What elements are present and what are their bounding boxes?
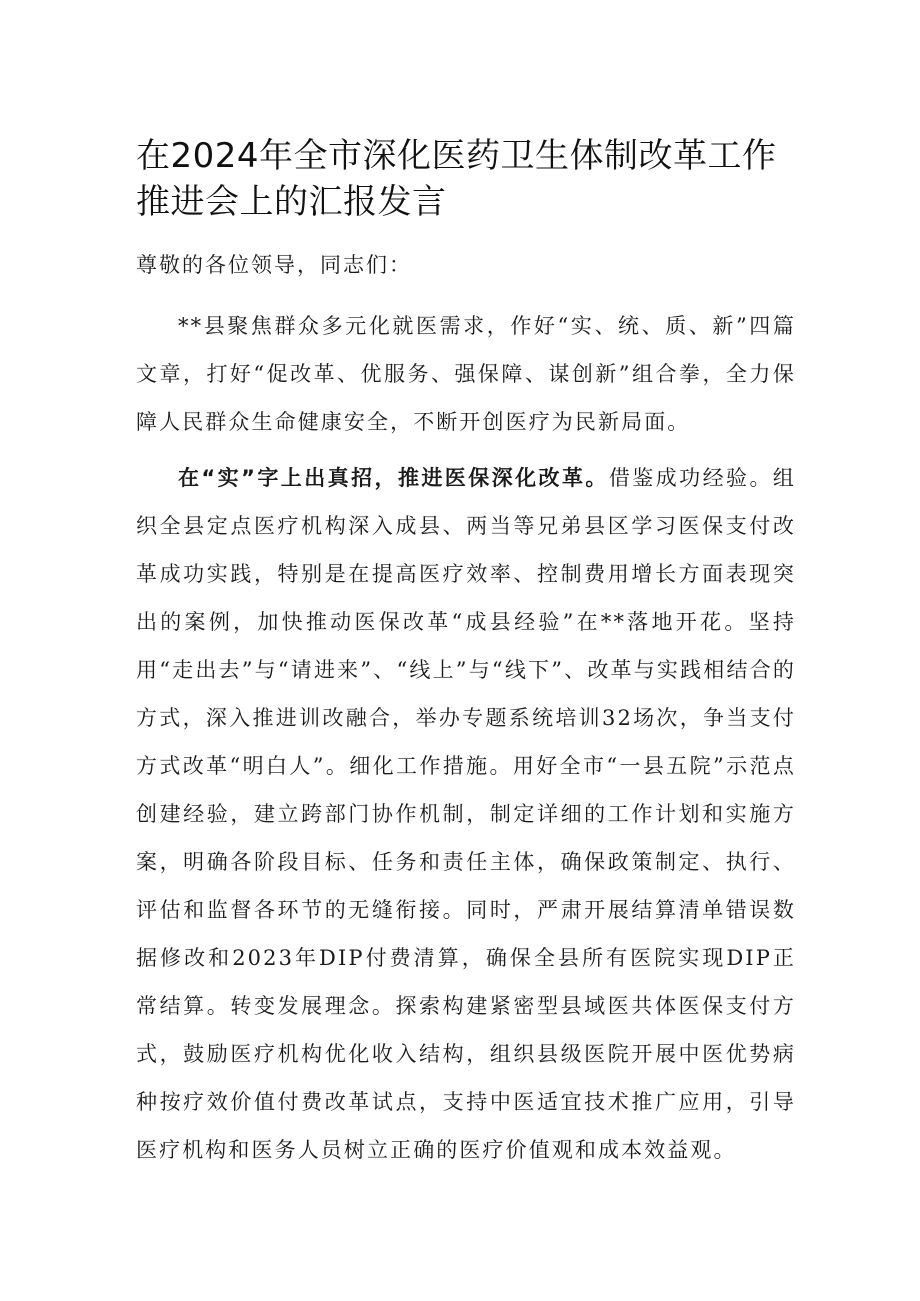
paragraph-intro <box>136 302 796 446</box>
paragraph-lead-heading: 在“实”字上出真招，推进医保深化改革。 <box>178 466 609 490</box>
paragraph-medical-insurance-reform <box>136 454 796 1174</box>
document-title: 在2024年全市深化医药卫生体制改革工作推进会上的汇报发言 <box>136 136 777 222</box>
paragraph-body-text: 借鉴成功经验。组织全县定点医疗机构深入成县、两当等兄弟县区学习医保支付改革成功实践，特别是在提高医疗效率、控制费用增长方面表现突出的案例，加快推动医保改革“成县经验”在**落地开花。坚持用“走出去”与“请进来”、“线上”与“线下”、改革与实践相结合的方式，深入推进训改融合，举办专题系统培训32场次，争当支付方式改革“明白人”。细化工作措施。用好全市“一县五院”示范点创建经验，建立跨部门协作机制，制定详细的工作计划和实施方案，明确各阶段目标、任务和责任主体，确保政策制定、执行、评估和监督各环节的无缝衔接。同时，严肃开展结算清单错误数据修改和2023年DIP付费清算，确保全县所有医院实现DIP正常结算。转变发展理念。探索构建紧密型县域医共体医保支付方式，鼓励医疗机构优化收入结构，组织县级医院开展中医优势病种按疗效价值付费改革试点，支持中医适宜技术推广应用，引导医疗机构和医务人员树立正确的医疗价值观和成本效益观。 <box>136 466 796 1162</box>
paragraph-intro-text: **县聚焦群众多元化就医需求，作好“实、统、质、新”四篇文章，打好“促改革、优服务、强保障、谋创新”组合拳，全力保障人民群众生命健康安全，不断开创医疗为民新局面。 <box>136 314 796 434</box>
salutation: 尊敬的各位领导，同志们： <box>136 253 412 277</box>
